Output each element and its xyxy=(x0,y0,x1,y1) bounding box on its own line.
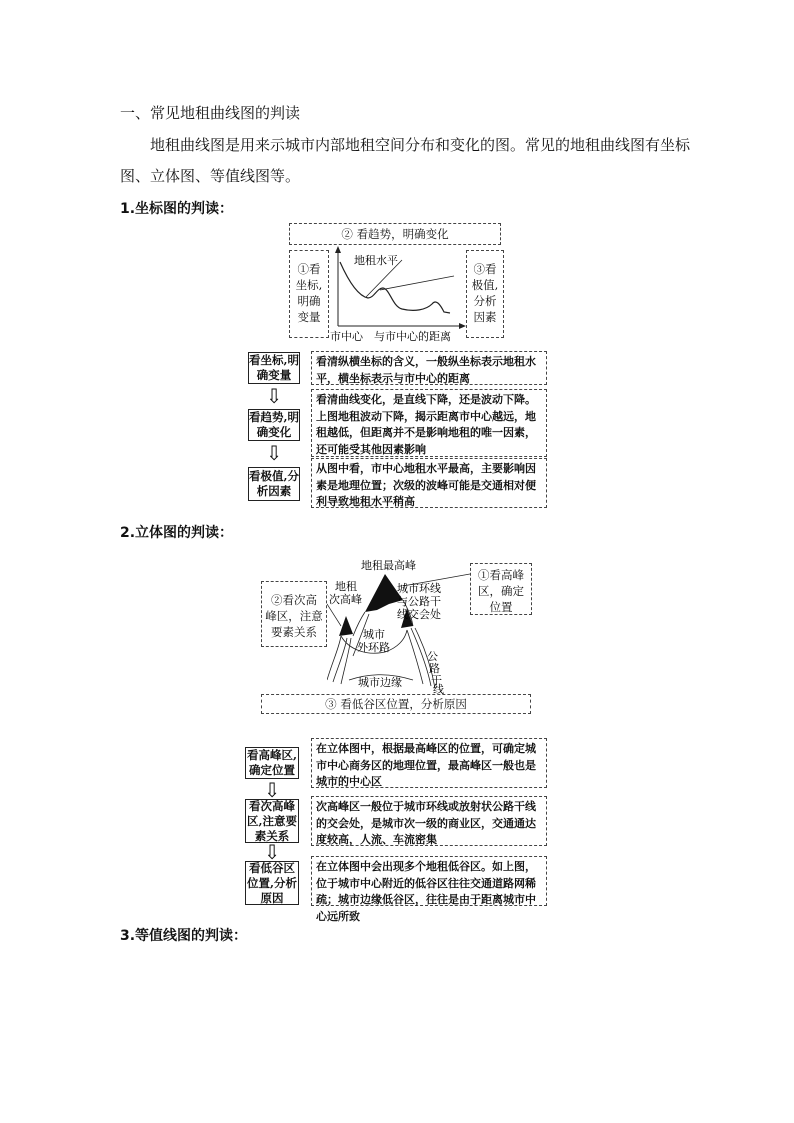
rent-curve-chart xyxy=(330,246,466,346)
coord-step3-desc: 从图中看，市中心地租水平最高，主要影响因素是地理位置；次级的波峰可能是交通相对便利导致地租水平稍高 xyxy=(311,458,547,508)
second-label-2: 次高峰 xyxy=(329,593,362,606)
solid-step2-key: 看次高峰区,注意要素关系 xyxy=(246,798,297,843)
coord-step1-key: 看坐标,明确变量 xyxy=(249,353,300,382)
highway-label-4: 线 xyxy=(433,683,444,694)
coord-left-line: ①看 xyxy=(297,262,321,276)
contour-title: 3.等值线图的判读： xyxy=(120,928,248,944)
coord-right-line: 分析 xyxy=(473,294,497,308)
down-outline-arrow-icon: ⇩ xyxy=(265,441,283,465)
coord-left-line: 变量 xyxy=(297,310,321,324)
solid-box-valley: ③ 看低谷区位置，分析原因 xyxy=(261,694,531,714)
peak-label: 地租最高峰 xyxy=(361,559,416,572)
down-outline-arrow-icon: ⇩ xyxy=(263,778,281,802)
edge-label: 城市边缘 xyxy=(358,676,402,689)
coord-step2-desc: 看清曲线变化，是直线下降，还是波动下降。上图地租波动下降，揭示距离市中心越远，地租越低，但距离并不是影响地租的唯一因素，还可能受其他因素影响 xyxy=(311,389,547,457)
highway-label-1: 公 xyxy=(427,650,438,663)
solid-box2-line: 要素关系 xyxy=(271,625,317,639)
coord-step3-key: 看极值,分析因素 xyxy=(248,467,300,501)
solid-box-second xyxy=(261,581,327,647)
x-right-label: 与市中心的距离 xyxy=(374,330,451,343)
intro-paragraph: 地租曲线图是用来示城市内部地租空间分布和变化的图。常见的地租曲线图有坐标图、立体图、等值线图等。 xyxy=(120,136,691,185)
curve-label: 地租水平 xyxy=(354,254,398,267)
coord-right-box xyxy=(466,250,504,338)
y-axis-arrow-icon xyxy=(335,246,341,253)
ring-label-2: 与公路干 xyxy=(397,595,441,608)
solid-step3-desc: 在立体图中会出现多个地租低谷区。如上图，位于城市中心附近的低谷区往往交通道路网稀疏；城市边缘低谷区，往往是由于距离城市中心远所致 xyxy=(311,856,547,906)
solid-step2-desc: 次高峰区一般位于城市环线或放射状公路干线的交会处，是城市次一级的商业区，交通通达度较高，人流、车流密集 xyxy=(311,796,547,846)
highway-label-2: 路 xyxy=(429,662,440,675)
label-leader-2 xyxy=(380,276,454,290)
solid-title: 2.立体图的判读： xyxy=(120,525,234,541)
x-left-label: 市中心 xyxy=(330,330,363,343)
solid-box-peak xyxy=(470,563,532,615)
slope-line xyxy=(327,636,341,680)
down-outline-arrow-icon: ⇩ xyxy=(263,840,281,864)
solid-box1-line: ①看高峰 xyxy=(478,568,524,582)
coord-right-line: 因素 xyxy=(473,310,497,324)
x-axis-arrow-icon xyxy=(459,323,466,329)
coord-left-line: 明确 xyxy=(297,294,321,308)
coord-step2-key: 看趋势,明确变化 xyxy=(249,410,300,439)
coord-left-box xyxy=(289,250,329,338)
down-outline-arrow-icon: ⇩ xyxy=(265,384,283,408)
ring-label-1: 城市环线 xyxy=(397,582,441,595)
slope-line xyxy=(333,638,347,682)
coord-top-box: ② 看趋势，明确变化 xyxy=(289,223,501,245)
solid-box2-line: 峰区，注意 xyxy=(265,609,323,623)
solid-box1-line: 位置 xyxy=(489,600,513,614)
outer-label-1: 城市 xyxy=(363,628,385,641)
coord-title: 1.坐标图的判读： xyxy=(120,201,234,217)
solid-step1-desc: 在立体图中，根据最高峰区的位置，可确定城市中心商务区的地理位置，最高峰区一般也是城市的中心区 xyxy=(311,738,547,788)
solid-box2-line: ②看次高 xyxy=(271,593,317,607)
highway-label-3: 干 xyxy=(431,674,442,687)
second-leader xyxy=(327,604,341,626)
coord-right-line: ③看 xyxy=(473,262,497,276)
coord-left-line: 坐标, xyxy=(295,278,323,292)
outer-label-2: 外环路 xyxy=(357,641,390,654)
second-label-1: 地租 xyxy=(335,580,357,593)
slope-line xyxy=(341,638,351,684)
ring-label-3: 线交会处 xyxy=(397,608,441,621)
second-peak-left xyxy=(339,616,353,636)
coord-step1-desc: 看清纵横坐标的含义，一般纵坐标表示地租水平，横坐标表示与市中心的距离 xyxy=(311,351,547,385)
section-heading: 一、常见地租曲线图的判读 xyxy=(120,104,301,122)
coord-right-line: 极值, xyxy=(471,278,499,292)
solid-box1-line: 区，确定 xyxy=(478,584,524,598)
rent-3d-diagram xyxy=(327,556,470,694)
solid-step3-key: 看低谷区位置,分析原因 xyxy=(246,860,297,905)
solid-step1-key: 看高峰区,确定位置 xyxy=(246,748,297,777)
